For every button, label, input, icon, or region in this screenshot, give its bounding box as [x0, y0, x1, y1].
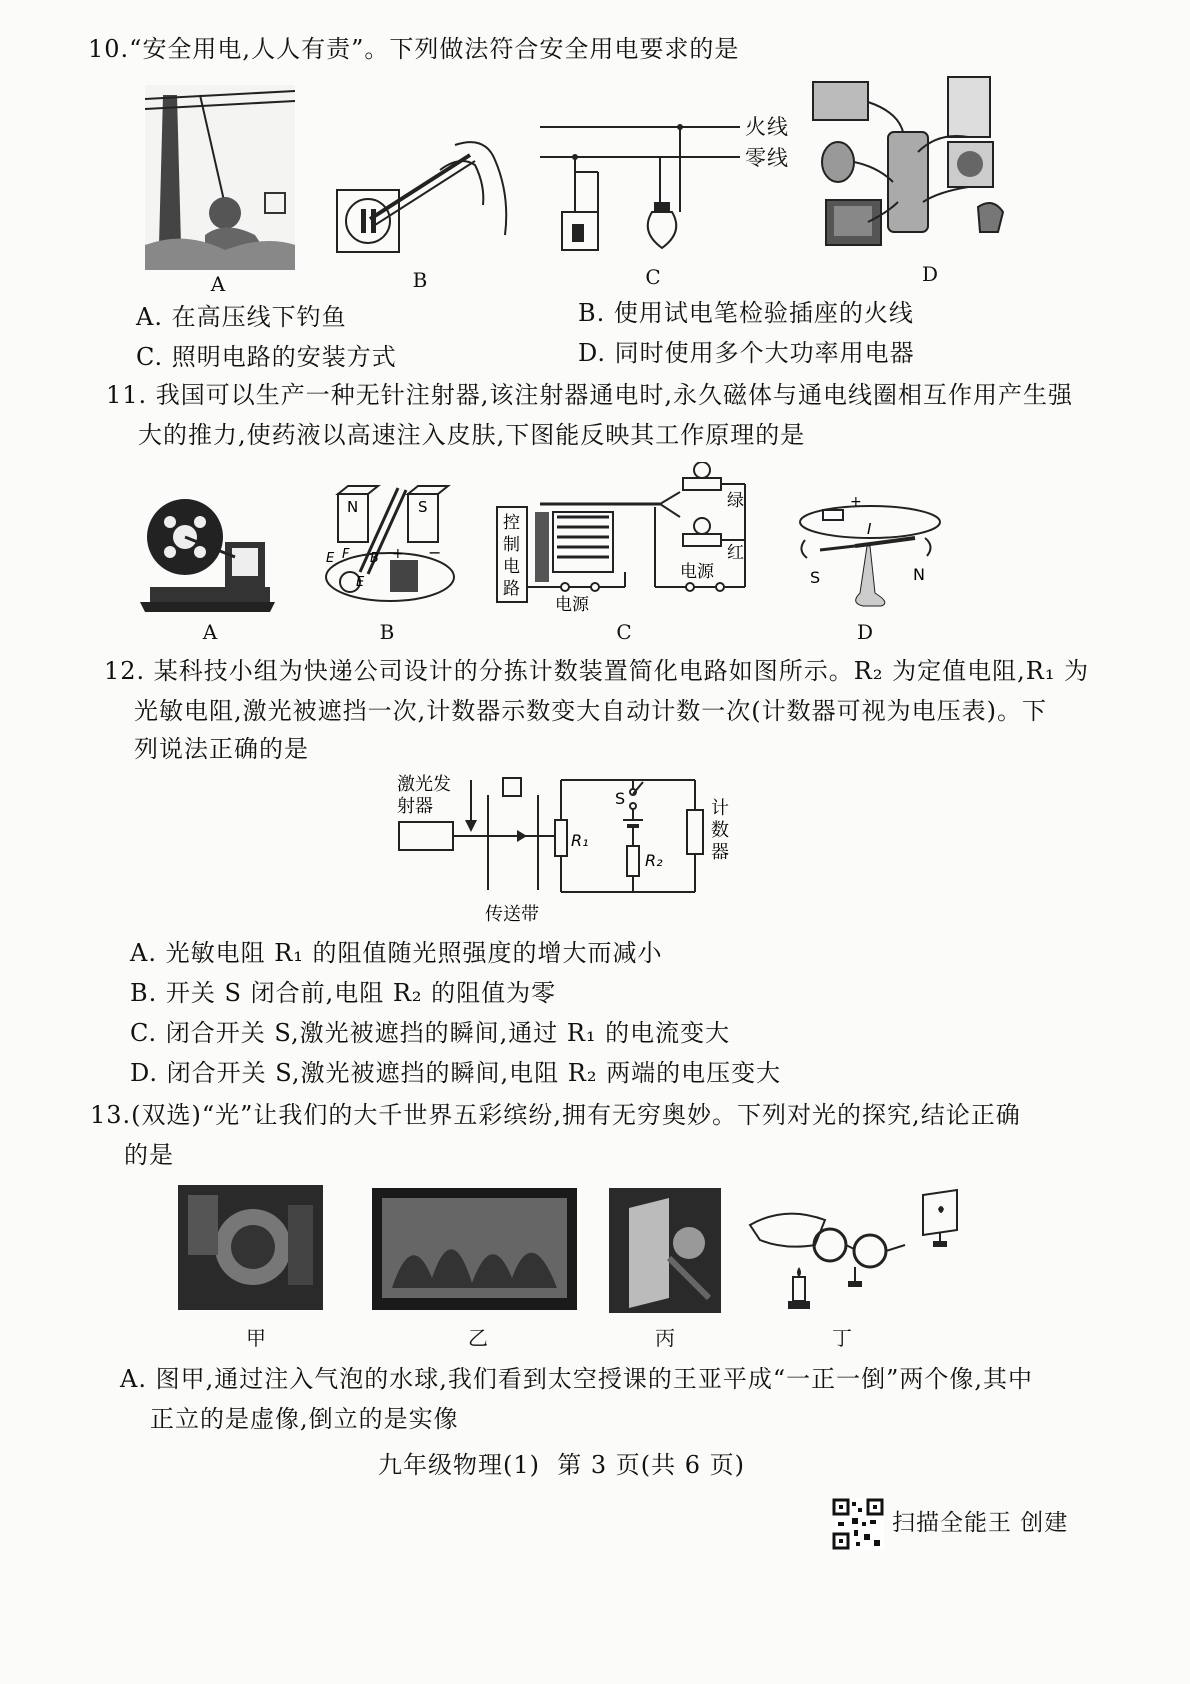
q11-c-control-4: 路 — [503, 579, 520, 599]
q11-c-control-2: 制 — [503, 535, 520, 555]
q10-fig-label-b: B — [412, 268, 428, 292]
q12-stem-line2: 光敏电阻,激光被遮挡一次,计数器示数变大自动计数一次(计数器可视为电压表)。下 — [134, 697, 1047, 725]
q10-neutral-wire-label: 零线 — [745, 146, 789, 170]
q12-stem-line3: 列说法正确的是 — [134, 735, 309, 763]
q13-photo-yi-shadow-play — [372, 1188, 577, 1310]
q11-stem-line1: 11. 我国可以生产一种无针注射器,该注射器通电时,永久磁体与通电线圈相互作用产生强 — [106, 381, 1074, 409]
q11-figure-d-oersted — [795, 488, 945, 613]
q10-figure-c-lighting-circuit — [540, 112, 740, 257]
q11-c-control-1: 控 — [503, 513, 520, 533]
q12-option-c: C. 闭合开关 S,激光被遮挡的瞬间,通过 R₁ 的电流变大 — [130, 1019, 731, 1047]
q12-option-a: A. 光敏电阻 R₁ 的阻值随光照强度的增大而减小 — [130, 939, 663, 967]
q13-photo-bing-pinhole — [609, 1188, 721, 1313]
q13-fig-label-ding: 丁 — [832, 1326, 852, 1350]
q13-figure-ding-glasses-lens — [745, 1185, 970, 1315]
q11-b-plus: + — [392, 546, 404, 562]
q12-counter-label-3: 器 — [711, 842, 729, 863]
q10-fig-label-d: D — [921, 262, 939, 286]
q11-b-n: N — [347, 498, 359, 516]
qr-code-icon — [832, 1498, 884, 1550]
q13-photo-jia-water-ball — [178, 1185, 323, 1310]
q13-fig-label-yi: 乙 — [468, 1326, 488, 1350]
q12-r1-label: R₁ — [571, 831, 589, 850]
q12-option-b: B. 开关 S 闭合前,电阻 R₂ 的阻值为零 — [130, 979, 557, 1007]
q10-figure-d-overload — [808, 72, 1018, 252]
q12-laser-label-2: 射器 — [397, 796, 433, 817]
q10-live-wire-label: 火线 — [745, 115, 789, 139]
q11-c-power1: 电源 — [555, 595, 589, 615]
q12-circuit-figure — [395, 770, 745, 930]
page-footer: 九年级物理(1) 第 3 页(共 6 页) — [378, 1451, 746, 1479]
q11-c-red: 红 — [727, 543, 744, 563]
q12-option-d: D. 闭合开关 S,激光被遮挡的瞬间,电阻 R₂ 两端的电压变大 — [130, 1059, 782, 1087]
q10-option-b: B. 使用试电笔检验插座的火线 — [578, 299, 914, 327]
scanner-watermark: 扫描全能王 创建 — [892, 1510, 1069, 1536]
q10-fig-label-a: A — [210, 272, 226, 296]
q12-counter-label-1: 计 — [711, 798, 729, 819]
q11-d-n: N — [913, 565, 925, 584]
q12-laser-label-1: 激光发 — [397, 774, 451, 795]
q11-figure-c-relay — [495, 462, 755, 617]
q12-stem-line1: 12. 某科技小组为快递公司设计的分拣计数装置简化电路如图所示。R₂ 为定值电阻,R₁ 为 — [104, 657, 1090, 685]
q10-figure-a-fishing — [145, 85, 295, 270]
q11-d-s: S — [810, 568, 821, 587]
q12-conveyor-label: 传送带 — [485, 904, 539, 925]
q13-stem-line1: 13.(双选)“光”让我们的大千世界五彩缤纷,拥有无穷奥妙。下列对光的探究,结论正确 — [90, 1101, 1021, 1129]
q11-stem-line2: 大的推力,使药液以高速注入皮肤,下图能反映其工作原理的是 — [138, 421, 806, 449]
q13-fig-label-bing: 丙 — [655, 1326, 675, 1350]
q13-fig-label-jia: 甲 — [246, 1326, 266, 1350]
q10-figure-b-test-pen — [335, 135, 510, 255]
q11-fig-label-a: A — [202, 620, 218, 644]
q11-c-power2: 电源 — [680, 562, 714, 582]
q12-r2-label: R₂ — [645, 851, 663, 870]
q13-option-a-line1: A. 图甲,通过注入气泡的水球,我们看到太空授课的王亚平成“一正一倒”两个像,其中 — [120, 1365, 1034, 1393]
q11-b-e1: E — [326, 551, 335, 566]
q11-d-plus: + — [850, 494, 862, 510]
q10-fig-label-c: C — [645, 265, 661, 289]
q12-switch-label: S — [615, 789, 626, 808]
q10-option-d: D. 同时使用多个大功率用电器 — [578, 339, 915, 367]
q10-option-c: C. 照明电路的安装方式 — [136, 343, 397, 371]
q11-figure-b-conductor-in-field — [320, 482, 460, 607]
q11-fig-label-b: B — [379, 620, 395, 644]
q11-b-s: S — [418, 498, 428, 516]
q11-b-b: B — [370, 551, 379, 566]
q11-b-e2: F — [342, 547, 350, 562]
q11-c-control-3: 电 — [503, 557, 520, 577]
q11-b-e3: E — [356, 575, 365, 590]
q11-fig-label-c: C — [616, 620, 632, 644]
q11-b-minus: − — [428, 543, 442, 562]
q13-option-a-line2: 正立的是虚像,倒立的是实像 — [150, 1405, 459, 1433]
q12-counter-label-2: 数 — [711, 820, 729, 841]
q11-c-green: 绿 — [727, 491, 744, 511]
q10-stem: 10.“安全用电,人人有责”。下列做法符合安全用电要求的是 — [88, 35, 740, 63]
q11-fig-label-d: D — [856, 620, 874, 644]
q13-stem-line2: 的是 — [124, 1141, 174, 1169]
q10-option-a: A. 在高压线下钓鱼 — [136, 303, 347, 331]
q11-d-i: I — [867, 520, 872, 538]
q11-figure-a-generator — [140, 492, 280, 612]
